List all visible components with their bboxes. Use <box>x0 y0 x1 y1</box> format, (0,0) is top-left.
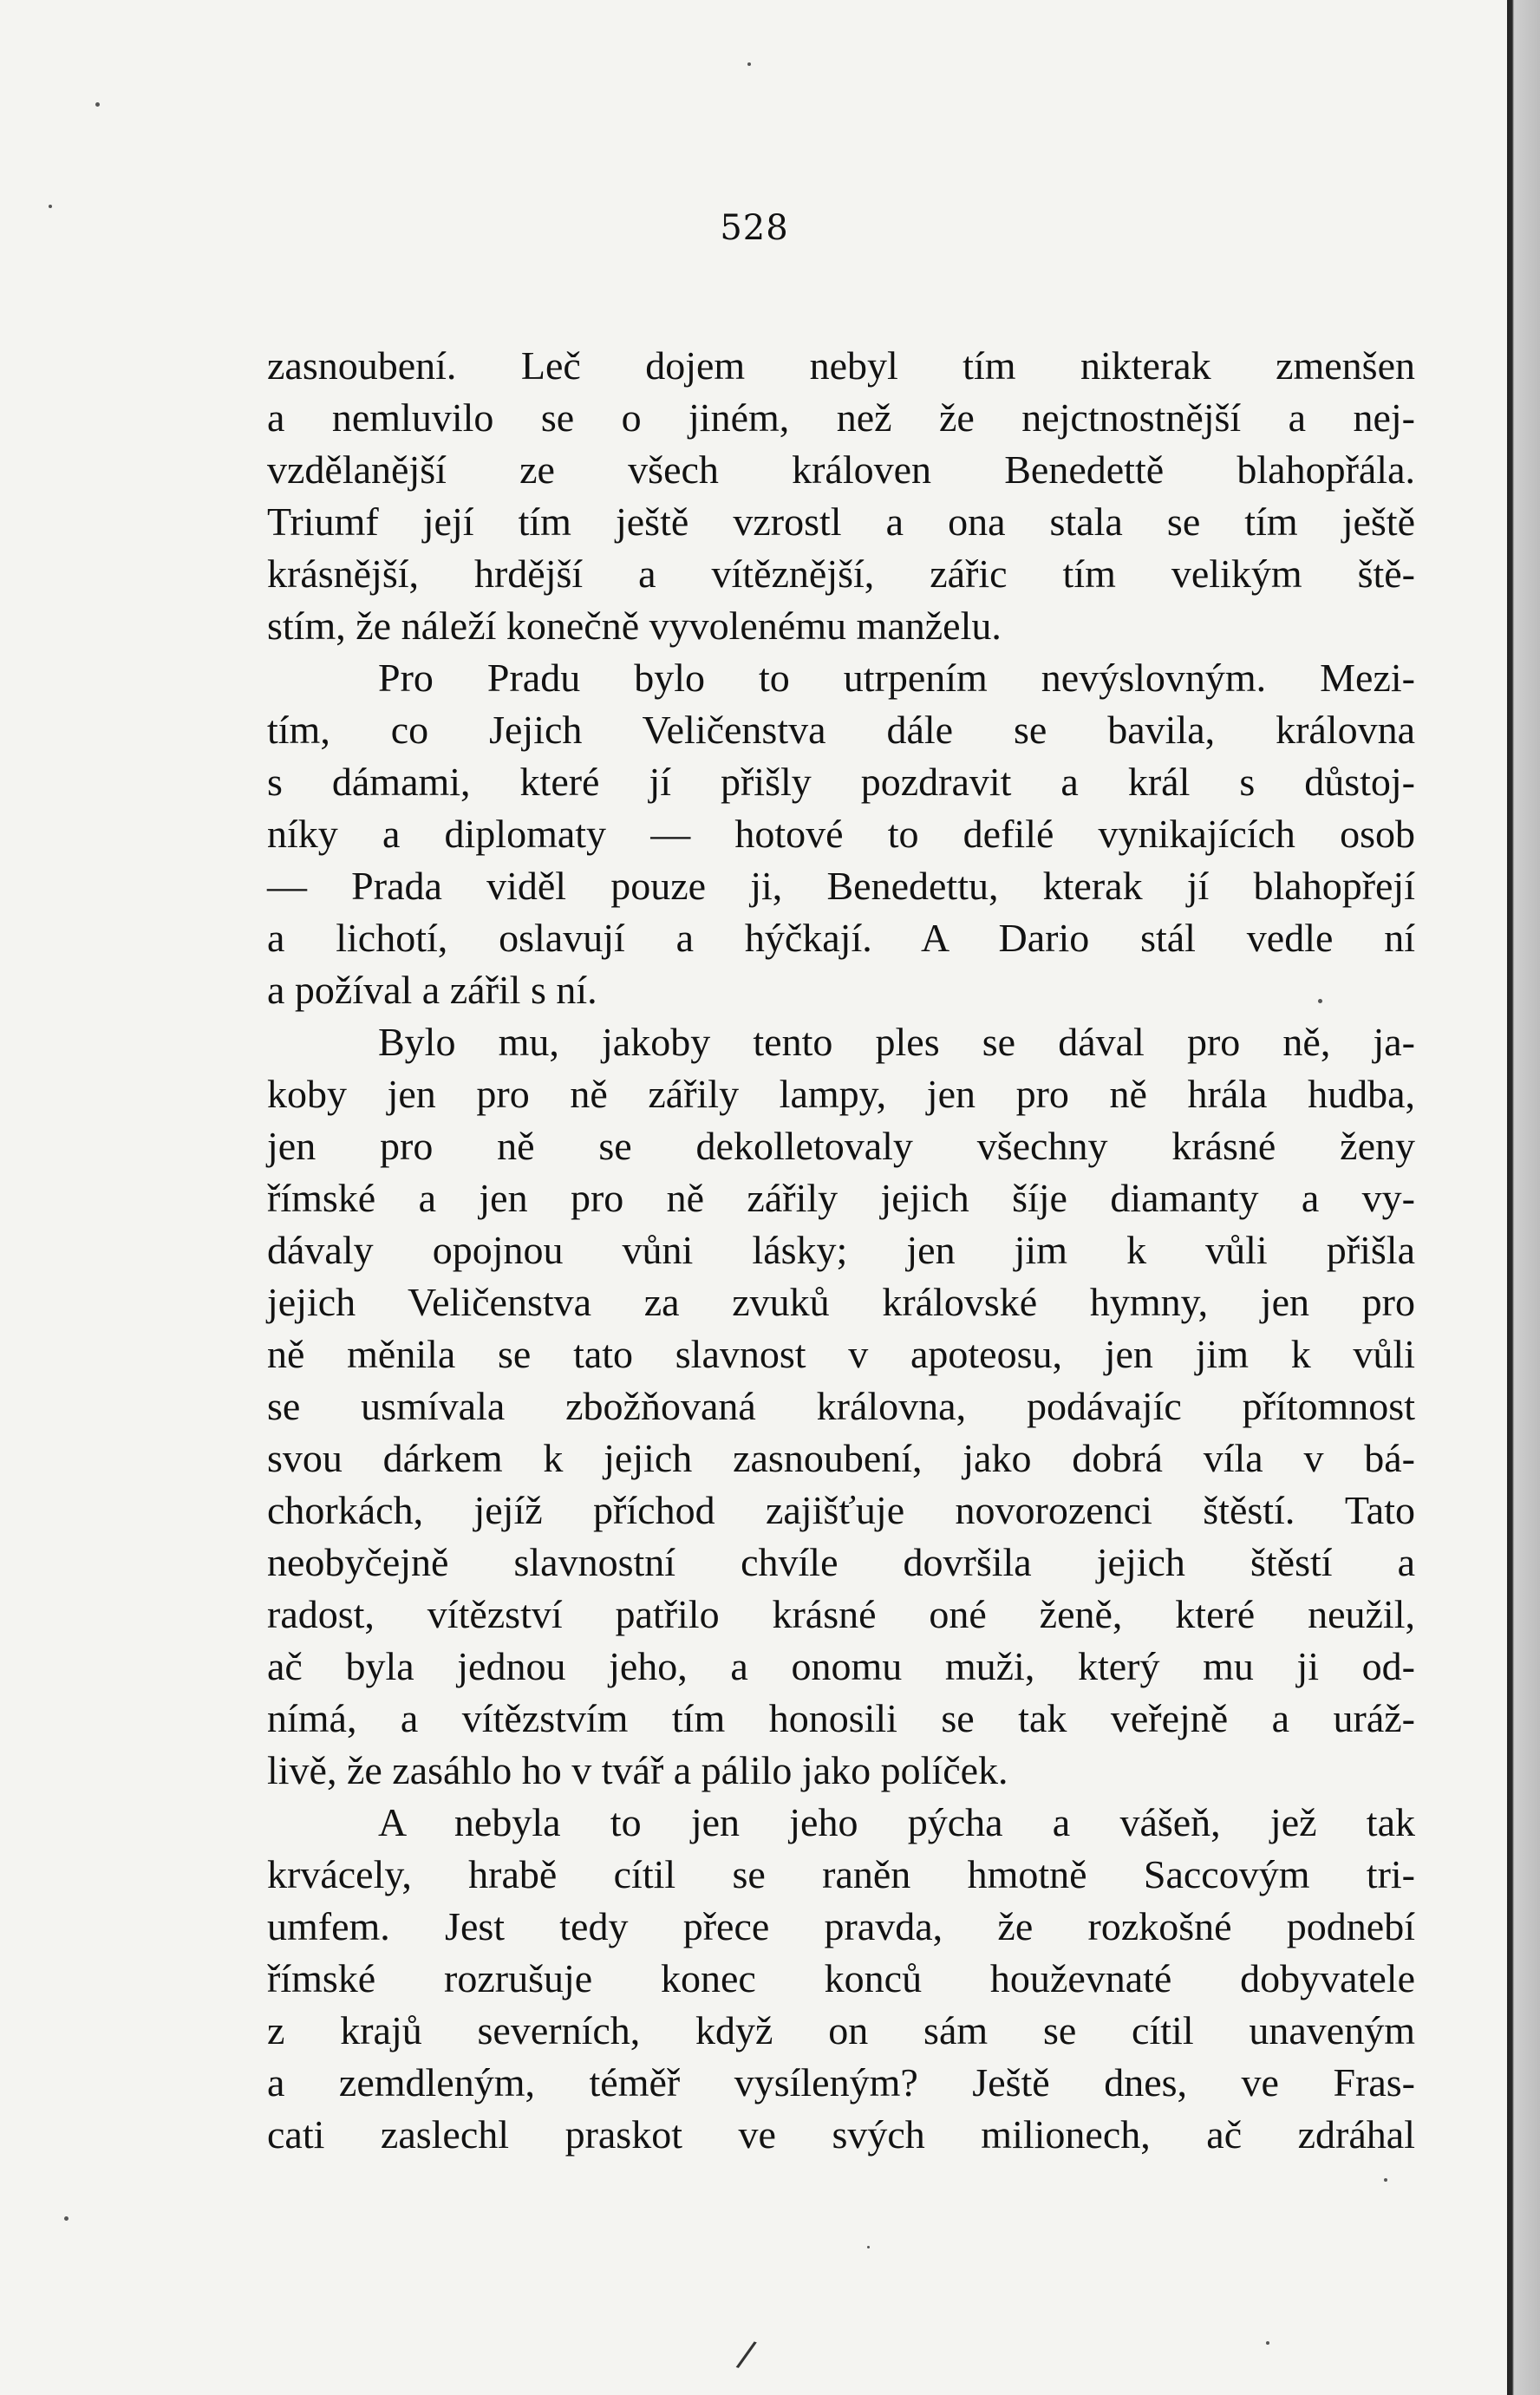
text-line: zasnoubení. Leč dojem nebyl tím nikterak zmenšen <box>267 343 1415 388</box>
paragraph-start-line: Pro Pradu bylo to utrpením nevýslovným. Mezi- <box>378 656 1415 700</box>
text-line: ně měnila se tato slavnost v apoteosu, jen jim k vůli <box>267 1332 1415 1376</box>
text-line: ač byla jednou jeho, a onomu muži, který mu ji od- <box>267 1644 1415 1688</box>
text-line: s dámami, které jí přišly pozdravit a král s důstoj- <box>267 760 1415 804</box>
scan-speck <box>1384 2178 1387 2182</box>
paragraph-start-line: A nebyla to jen jeho pýcha a vášeň, jež tak <box>378 1800 1415 1844</box>
text-line: z krajů severních, když on sám se cítil unaveným <box>267 2008 1415 2052</box>
binding-edge <box>1507 0 1540 2395</box>
text-line: a požíval a zářil s ní. <box>267 968 597 1012</box>
text-line: jejich Veličenstva za zvuků královské hymny, jen pro <box>267 1280 1415 1324</box>
scan-speck <box>1318 999 1322 1003</box>
text-line: níky a diplomaty — hotové to defilé vynikajících osob <box>267 812 1415 856</box>
text-line: tím, co Jejich Veličenstva dále se bavila, královna <box>267 708 1415 752</box>
scan-speck <box>49 205 52 208</box>
scan-speck <box>1266 2341 1269 2345</box>
stray-mark: / <box>734 2332 760 2376</box>
text-line: stím, že náleží konečně vyvolenému manželu. <box>267 604 1002 648</box>
text-line: nímá, a vítězstvím tím honosili se tak veřejně a uráž- <box>267 1696 1415 1740</box>
scan-speck <box>867 2246 870 2248</box>
scan-speck <box>64 2216 69 2221</box>
text-line: krásnější, hrdější a vítěznější, zářic tím velikým ště- <box>267 551 1415 596</box>
text-line: radost, vítězství patřilo krásné oné ženě, které neužil, <box>267 1592 1415 1636</box>
text-line: svou dárkem k jejich zasnoubení, jako dobrá víla v bá- <box>267 1436 1415 1480</box>
text-line: se usmívala zbožňovaná královna, podávajíc přítomnost <box>267 1384 1415 1428</box>
text-line: a nemluvilo se o jiném, než že nejctnostnější a nej- <box>267 395 1415 440</box>
text-line: livě, že zasáhlo ho v tvář a pálilo jako políček. <box>267 1748 1008 1792</box>
text-line: a lichotí, oslavují a hýčkají. A Dario stál vedle ní <box>267 916 1415 960</box>
text-line: — Prada viděl pouze ji, Benedettu, kterak jí blahopřejí <box>267 864 1415 908</box>
text-line: koby jen pro ně zářily lampy, jen pro ně hrála hudba, <box>267 1072 1415 1116</box>
text-line: neobyčejně slavnostní chvíle dovršila jejich štěstí a <box>267 1540 1415 1584</box>
scan-speck <box>747 62 751 66</box>
text-line: jen pro ně se dekolletovaly všechny krásné ženy <box>267 1124 1415 1168</box>
text-line: umfem. Jest tedy přece pravda, že rozkošné podnebí <box>267 1904 1415 1948</box>
text-line: cati zaslechl praskot ve svých milionech, ač zdráhal <box>267 2112 1415 2157</box>
text-line: vzdělanější ze všech královen Benedettě blahopřála. <box>267 447 1415 492</box>
text-line: krvácely, hrabě cítil se raněn hmotně Saccovým tri- <box>267 1852 1415 1896</box>
text-line: a zemdleným, téměř vysíleným? Ještě dnes, ve Fras- <box>267 2060 1415 2105</box>
text-line: římské a jen pro ně zářily jejich šíje diamanty a vy- <box>267 1176 1415 1220</box>
body-text <box>267 340 1415 2161</box>
scan-speck <box>95 102 100 107</box>
text-line: římské rozrušuje konec konců houževnaté dobyvatele <box>267 1956 1415 2000</box>
text-line: Triumf její tím ještě vzrostl a ona stala se tím ještě <box>267 499 1415 544</box>
text-line: chorkách, jejíž příchod zajišťuje novorozenci štěstí. Tato <box>267 1488 1415 1532</box>
paragraph-start-line: Bylo mu, jakoby tento ples se dával pro ně, ja- <box>378 1020 1415 1064</box>
page-number: 528 <box>720 208 789 248</box>
text-line: dávaly opojnou vůni lásky; jen jim k vůli přišla <box>267 1228 1415 1272</box>
